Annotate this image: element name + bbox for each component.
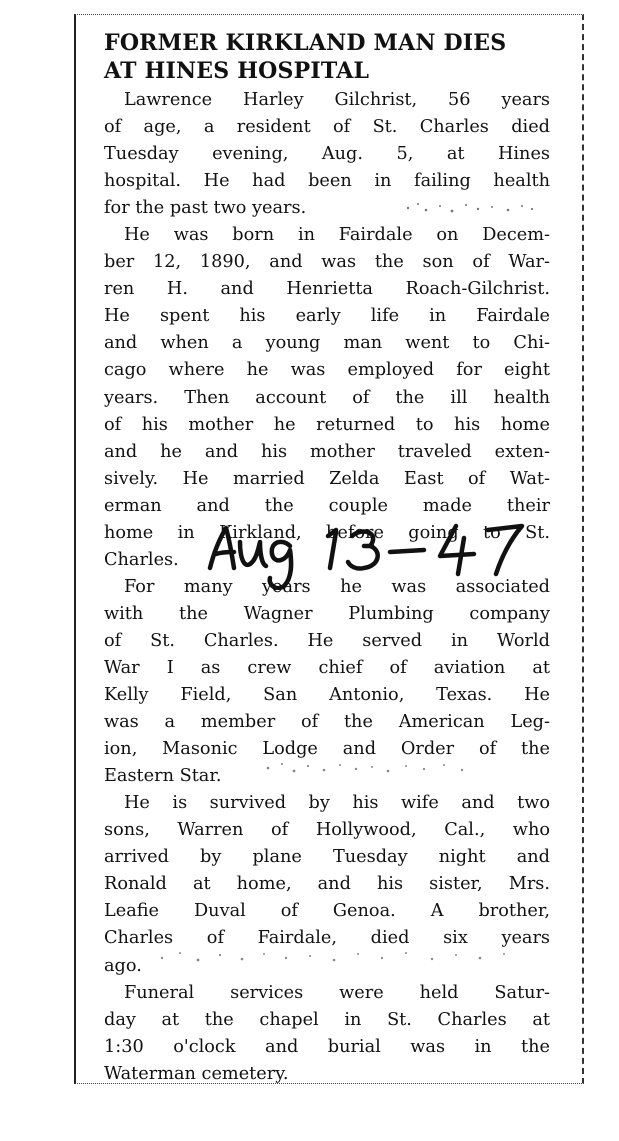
- text-line: Kelly Field, San Antonio, Texas. He: [104, 685, 550, 706]
- text-line: was a member of the American Leg-: [104, 712, 550, 733]
- text-line: years. Then account of the ill health: [104, 387, 550, 408]
- text-line: Waterman cemetery.: [104, 1063, 289, 1084]
- text-line: Charles.: [104, 549, 179, 570]
- text-line: Tuesday evening, Aug. 5, at Hines: [104, 144, 550, 165]
- text-line: for the past two years.: [104, 198, 307, 219]
- text-line: with the Wagner Plumbing company: [104, 603, 550, 624]
- article-column: [104, 29, 550, 1088]
- text-line: Charles of Fairdale, died six years: [104, 928, 550, 949]
- article-paragraph: [104, 574, 550, 790]
- text-line: Leafie Duval of Genoa. A brother,: [104, 901, 550, 922]
- article-headline: [104, 29, 550, 85]
- text-line: and when a young man went to Chi-: [104, 333, 550, 354]
- text-line: Ronald at home, and his sister, Mrs.: [104, 874, 550, 895]
- text-line: and he and his mother traveled exten-: [104, 441, 550, 462]
- text-line: War I as crew chief of aviation at: [104, 657, 550, 678]
- text-line: ber 12, 1890, and was the son of War-: [104, 252, 550, 273]
- headline-line: AT HINES HOSPITAL: [104, 58, 370, 84]
- text-line: Funeral services were held Satur-: [124, 982, 550, 1003]
- text-line: sively. He married Zelda East of Wat-: [104, 468, 550, 489]
- text-line: He was born in Fairdale on Decem-: [124, 225, 550, 246]
- text-line: ion, Masonic Lodge and Order of the: [104, 739, 550, 760]
- text-line: erman and the couple made their: [104, 495, 550, 516]
- text-line: of St. Charles. He served in World: [104, 630, 550, 651]
- text-line: day at the chapel in St. Charles at: [104, 1009, 550, 1030]
- text-line: arrived by plane Tuesday night and: [104, 847, 550, 868]
- article-paragraph: [104, 790, 550, 979]
- headline-line: FORMER KIRKLAND MAN DIES: [104, 30, 507, 56]
- text-line: of age, a resident of St. Charles died: [104, 117, 550, 138]
- text-line: Lawrence Harley Gilchrist, 56 years: [124, 90, 550, 110]
- text-line: He spent his early life in Fairdale: [104, 306, 550, 327]
- article-paragraph: [104, 980, 550, 1088]
- text-line: ago.: [104, 955, 142, 976]
- text-line: hospital. He had been in failing health: [104, 171, 550, 192]
- text-line: sons, Warren of Hollywood, Cal., who: [104, 820, 550, 841]
- text-line: ren H. and Henrietta Roach-Gilchrist.: [104, 279, 550, 300]
- text-line: 1:30 o'clock and burial was in the: [104, 1036, 550, 1057]
- text-line: of his mother he returned to his home: [104, 414, 550, 435]
- text-line: Eastern Star.: [104, 766, 222, 787]
- article-paragraph: [104, 222, 550, 574]
- text-line: For many years he was associated: [124, 576, 550, 597]
- text-line: home in Kirkland, before going to St.: [104, 522, 550, 543]
- text-line: cago where he was employed for eight: [104, 360, 550, 381]
- article-paragraph: [104, 87, 550, 222]
- text-line: He is survived by his wife and two: [124, 793, 550, 814]
- newspaper-clipping: [74, 14, 584, 1084]
